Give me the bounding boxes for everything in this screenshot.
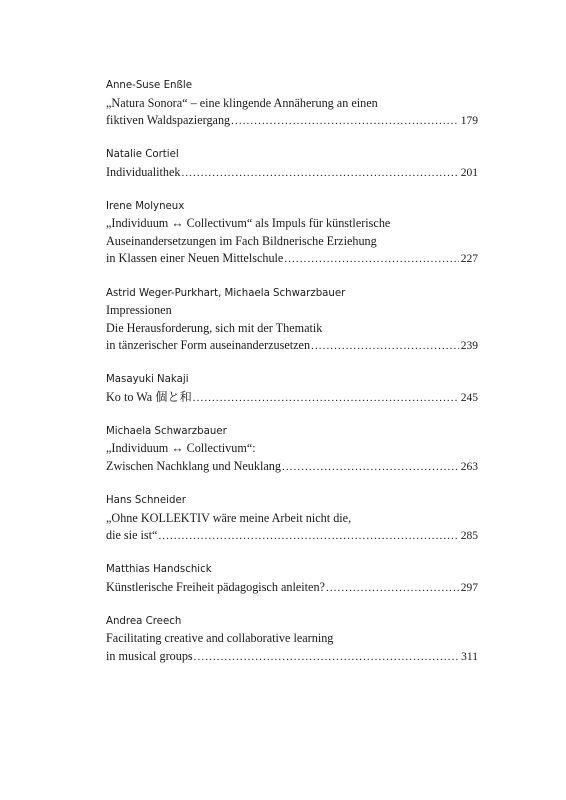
page-number: 201 (460, 166, 478, 179)
toc-entry-3 (106, 198, 478, 268)
entry-title-line: „Natura Sonora“ – eine klingende Annäherung an einen (106, 95, 378, 110)
entry-title-last-line (106, 648, 478, 666)
dot-leader (180, 165, 458, 183)
entry-title-line: Facilitating creative and collaborative learning (106, 631, 334, 646)
entry-title-text: Ko to Wa 個と和 (106, 389, 192, 404)
page-number: 179 (460, 115, 478, 128)
toc-entry-9 (106, 613, 478, 666)
toc-entry-1 (106, 77, 478, 130)
page-number: 285 (460, 530, 478, 543)
entry-title-line: „Individuum ↔ Collectivum“ als Impuls für künstlerische (106, 216, 391, 231)
entry-author: Hans Schneider (106, 495, 186, 507)
entry-title-last-line (106, 250, 478, 268)
entry-title-last-line (106, 112, 478, 130)
toc-entry-2 (106, 146, 478, 181)
page-number: 227 (460, 253, 478, 266)
entry-title-text: Künstlerische Freiheit pädagogisch anleiten? (106, 579, 325, 594)
entry-title-line: Auseinandersetzungen im Fach Bildnerische Erziehung (106, 233, 377, 248)
page-number: 311 (461, 651, 478, 663)
entry-author: Astrid Weger-Purkhart, Michaela Schwarzbauer (106, 287, 346, 299)
entry-title-text: fiktiven Waldspaziergang (106, 113, 231, 128)
entry-title-last-line (106, 579, 478, 597)
dot-leader (310, 338, 459, 356)
toc-entry-5 (106, 371, 478, 406)
dot-leader (193, 649, 460, 667)
page-number: 245 (460, 391, 478, 404)
toc-entry-6 (106, 423, 478, 476)
page-number: 239 (460, 340, 478, 353)
dot-leader (281, 459, 459, 477)
entry-author: Matthias Handschick (106, 564, 212, 576)
entry-title-last-line (106, 458, 478, 476)
entry-title-line: „Individuum ↔ Collectivum“: (106, 441, 256, 456)
entry-author: Anne-Suse Enßle (106, 80, 192, 91)
entry-author: Andrea Creech (106, 615, 182, 627)
entry-title-line: „Ohne KOLLEKTIV wäre meine Arbeit nicht die, (106, 510, 352, 525)
entry-title-last-line (106, 527, 478, 545)
entry-author: Natalie Cortiel (106, 149, 179, 161)
entry-title-line: Die Herausforderung, sich mit der Thematik (106, 320, 323, 335)
page-number: 297 (460, 581, 478, 594)
entry-title-last-line (106, 164, 478, 182)
entry-title-last-line (106, 389, 478, 407)
page-number: 263 (460, 461, 478, 474)
dot-leader (283, 251, 458, 269)
entry-title-text: in musical groups (106, 649, 193, 663)
entry-author: Michaela Schwarzbauer (106, 425, 227, 437)
dot-leader (157, 528, 458, 546)
table-of-contents (106, 77, 478, 682)
dot-leader (230, 113, 459, 131)
entry-title-text: die sie ist“ (106, 528, 158, 543)
toc-entry-4 (106, 285, 478, 355)
entry-title-line: Impressionen (106, 303, 172, 318)
entry-title-text: in tänzerischer Form auseinanderzusetzen (106, 338, 311, 353)
entry-author: Masayuki Nakaji (106, 374, 189, 386)
dot-leader (325, 580, 459, 598)
entry-title-last-line (106, 337, 478, 355)
toc-entry-8 (106, 561, 478, 596)
entry-title-text: Individualithek (106, 164, 181, 179)
entry-title-text: in Klassen einer Neuen Mittelschule (106, 251, 284, 266)
dot-leader (192, 390, 459, 408)
entry-author: Irene Molyneux (106, 200, 185, 212)
toc-entry-7 (106, 492, 478, 545)
entry-title-text: Zwischen Nachklang und Neuklang (106, 459, 281, 474)
